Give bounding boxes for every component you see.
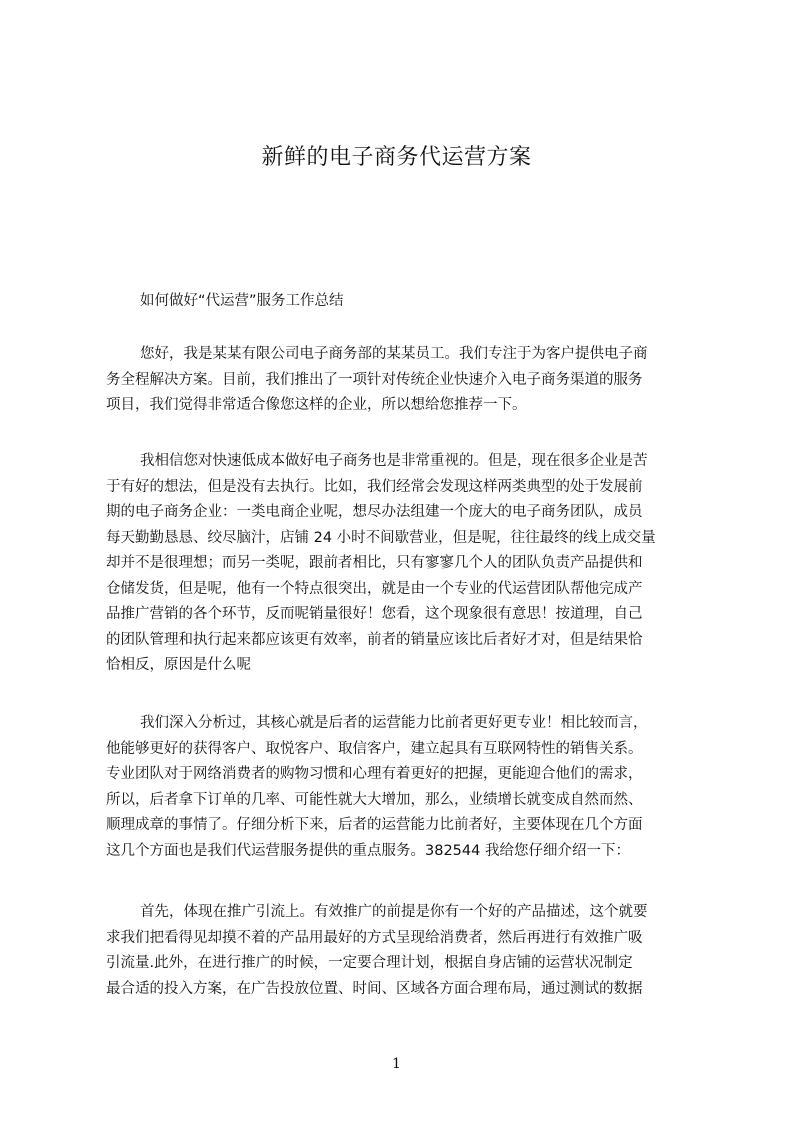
text-line: 这几个方面也是我们代运营服务提供的重点服务。382544 我给您仔细介绍一下： (106, 842, 630, 859)
text-line: 最合适的投入方案，在广告投放位置、时间、区域各方面合理布局，通过测试的数据 (106, 980, 643, 997)
paragraph-problem (106, 449, 700, 679)
text-line: 他能够更好的获得客户、取悦客户、取信客户，建立起具有互联网特性的销售关系。 (106, 740, 643, 757)
text-line: 您好，我是某某有限公司电子商务部的某某员工。我们专注于为客户提供电子商 (140, 346, 648, 362)
paragraph-intro (106, 342, 700, 419)
text-line: 求我们把看得见却摸不着的产品用最好的方式呈现给消费者，然后再进行有效推广吸 (106, 929, 643, 946)
text-line: 首先，体现在推广引流上。有效推广的前提是你有一个好的产品描述，这个就要 (140, 904, 648, 920)
text-line: 却并不是很理想；而另一类呢，跟前者相比，只有寥寥几个人的团队负责产品提供和 (106, 555, 643, 571)
text-line: 我们深入分析过，其核心就是后者的运营能力比前者更好更专业！相比较而言， (140, 715, 648, 731)
text-line: 顺理成章的事情了。仔细分析下来，后者的运营能力比前者好，主要体现在几个方面 (106, 817, 643, 833)
text-line: 恰相反，原因是什么呢 (106, 657, 251, 673)
text-line: 我相信您对快速低成本做好电子商务也是非常重视的。但是，现在很多企业是苦 (140, 453, 648, 469)
text-line: 期的电子商务企业：一类电商企业呢，想尽办法组建一个庞大的电子商务团队，成员 (106, 504, 643, 520)
text-line: 务全程解决方案。目前，我们推出了一项针对传统企业快速介入电子商务渠道的服务 (106, 371, 643, 388)
paragraph-analysis (106, 711, 700, 864)
text-line: 于有好的想法，但是没有去执行。比如，我们经常会发现这样两类典型的处于发展前 (106, 478, 643, 495)
text-line: 所以，后者拿下订单的几率、可能性就大大增加，那么，业绩增长就变成自然而然、 (106, 791, 643, 808)
section-subheading: 如何做好“代运营”服务工作总结 (140, 293, 344, 309)
text-line: 项目，我们觉得非常适合像您这样的企业，所以想给您推荐一下。 (106, 397, 527, 413)
text-line: 品推广营销的各个环节，反而呢销量很好！您看，这个现象很有意思！按道理，自己 (106, 606, 643, 622)
paragraph-promotion (106, 900, 700, 1002)
document-title: 新鲜的电子商务代运营方案 (261, 145, 532, 170)
text-line: 专业团队对于网络消费者的购物习惯和心理有着更好的把握，更能迎合他们的需求， (106, 766, 643, 782)
text-line: 仓储发货，但是呢，他有一个特点很突出，就是由一个专业的代运营团队帮他完成产 (106, 580, 643, 597)
page-number: 1 (392, 1056, 401, 1072)
text-line: 的团队管理和执行起来都应该更有效率，前者的销量应该比后者好才对，但是结果恰 (106, 631, 643, 648)
text-line: 每天勤勤恳恳、绞尽脑汁，店铺 24 小时不间歇营业，但是呢，往往最终的线上成交量 (106, 529, 656, 546)
text-line: 引流量.此外，在进行推广的时候，一定要合理计划，根据自身店铺的运营状况制定 (106, 955, 633, 971)
